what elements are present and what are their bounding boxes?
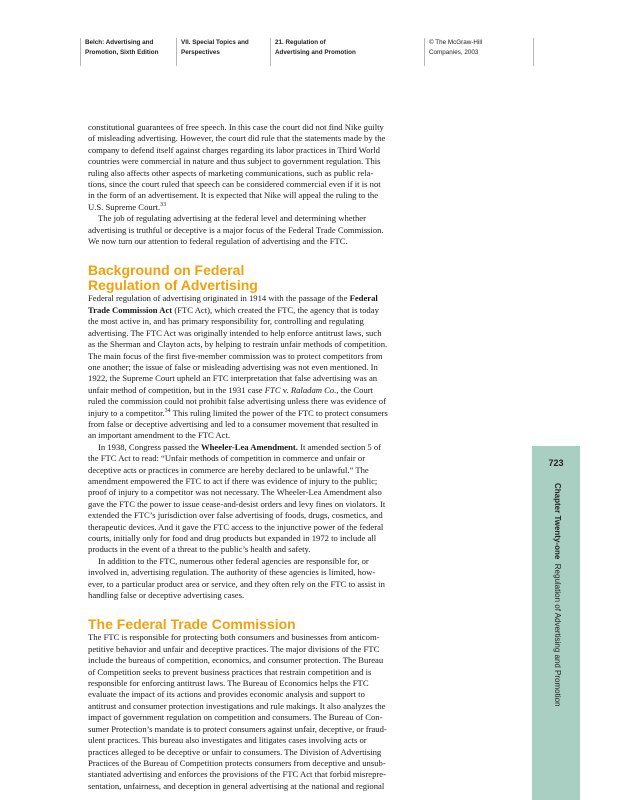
- paragraph-other-agencies: In addition to the FTC, numerous other federal agencies are responsible for, or involved in, advertising regulation. The authority of these agencies is limited, how- ever, to a particular product area or service, and they often rely on the FTC to assist in handling false or deceptive advertising cases.: [88, 555, 385, 601]
- paragraph-ftc-act: Federal regulation of advertising originated in 1914 with the passage of the Federal Trade Commission Act (FTC Act), which created the FTC, the agency that is today the most active in, and has primary responsibility for, controlling and regulating advertising. The FTC Act was originally intended to help enforce antitrust laws, such as the Sherman and Clayton acts, by helping to restrain unfair methods of competition. The main focus of the first five-member commission was to protect competitors from one another; the issue of false or misleading advertising was not even mentioned. In 1922, the Supreme Court upheld an FTC interpretation that false advertising was an unfair method of competition, but in the 1931 case FTC v. Raladam Co., the Court ruled the commission could not prohibit false advertising unless there was evidence of injury to a competitor.$^{34}$ This ruling limited the power of the FTC to protect consumers from false or deceptive advertising and led to a consumer movement that resulted in an important amendment to the FTC Act.: [88, 293, 388, 441]
- header-copyright: © The McGraw-Hill Companies, 2003: [424, 38, 534, 66]
- header-book-title: Belch: Advertising and Promotion, Sixth Edition: [80, 38, 177, 66]
- footnote-ref[interactable]: 33: [160, 201, 167, 208]
- page-number: 723: [548, 458, 564, 468]
- chapter-tab-label: Chapter Twenty-one Regulation of Advertising and Promotion: [553, 483, 562, 707]
- footnote-ref[interactable]: 34: [164, 407, 171, 414]
- paragraph-ftc-bureaus: The FTC is responsible for protecting both consumers and businesses from anticom- petitive behavior and unfair and deceptive practices. The major divisions of the FTC include the bureaus of competition, economics, and consumer protection. The Bureau of Competition seeks to prevent business practices that restrain competition and is responsible for enforcing antitrust laws. The Bureau of Economics helps the FTC evaluate the impact of its actions and provides economic analysis and support to antitrust and consumer protection investigations and rule makings. It also analyzes the impact of government regulation on competition and consumers. The Bureau of Con- sumer Protection’s mandate is to protect consumers against unfair, deceptive, or fraud- ulent practices. This bureau also investigates and litigates cases involving acts or practices alleged to be deceptive or unfair to consumers. The Division of Advertising Practices of the Bureau of Competition protects consumers from deceptive and unsub- stantiated advertising and enforces the provisions of the FTC Act that forbid misrepre- sentation, unfairness, and deception in general advertising at the national and regional: [88, 632, 387, 791]
- paragraph-nike-ruling: constitutional guarantees of free speech. In this case the court did not find Nike guilty of misleading advertising. However, the court did rule that the statements made by the company to defend itself against charges regarding its labor practices in Third World countries were commercial in nature and thus subject to government regulation. This ruling also affects other aspects of marketing communications, such as public rela- tions, since the court ruled that speech can be considered commercial even if it is not in the form of an advertisement. It is expected that Nike will appeal the ruling to the U.S. Supreme Court.$^{33}$: [88, 122, 386, 212]
- header-part: VII. Special Topics and Perspectives: [176, 38, 271, 66]
- section-heading-background: Background on Federal Regulation of Advertising: [88, 262, 258, 294]
- section-heading-ftc: The Federal Trade Commission: [88, 616, 296, 633]
- paragraph-wheeler-lea: In 1938, Congress passed the Wheeler-Lea Amendment. It amended section 5 of the FTC Act to read: “Unfair methods of competition in commerce and unfair or deceptive acts or practices in commerce are hereby declared to be unlawful.” The amendment empowered the FTC to act if there was evidence of injury to the public; proof of injury to a competitor was not necessary. The Wheeler-Lea Amendment also gave the FTC the power to issue cease-and-desist orders and levy fines on violators. It extended the FTC’s jurisdiction over false advertising of foods, drugs, cosmetics, and therapeutic devices. And it gave the FTC access to the injunctive power of the federal courts, initially only for food and drug products but expanded in 1972 to include all products in the event of a threat to the public’s health and safety.: [88, 441, 386, 555]
- header-chapter: 21. Regulation of Advertising and Promotion: [270, 38, 425, 66]
- paragraph-ftc-intro: The job of regulating advertising at the federal level and determining whether advertising is truthful or deceptive is a major focus of the Federal Trade Commission. We now turn our attention to federal regulation of advertising and the FTC.: [88, 213, 384, 247]
- page-body: [88, 122, 414, 792]
- running-header: [80, 38, 533, 66]
